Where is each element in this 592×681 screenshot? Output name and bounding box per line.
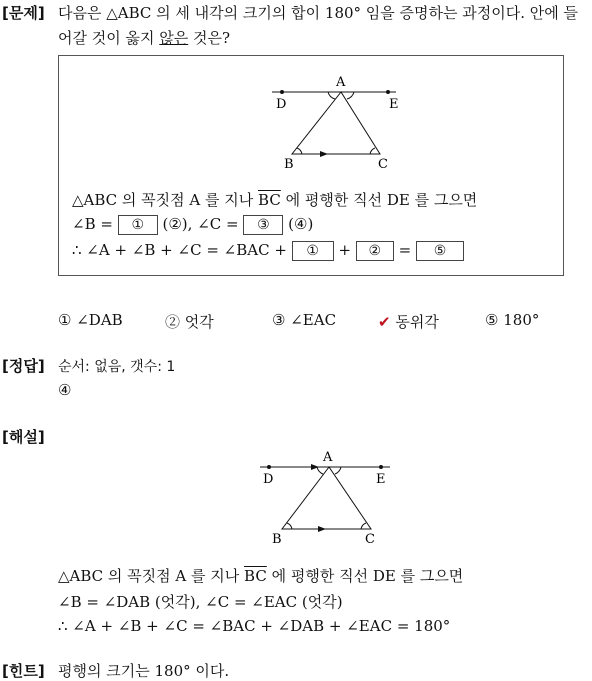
hint-tag: [힌트]	[2, 662, 45, 680]
label-c: C	[378, 157, 388, 172]
choice-3[interactable]	[272, 311, 336, 329]
problem-tag: [문제]	[2, 4, 45, 22]
proof-line3-eq: =	[398, 241, 412, 259]
label-e-solution: E	[376, 472, 386, 487]
choice-5-num: ⑤	[485, 311, 499, 329]
choice-4[interactable]	[378, 311, 439, 332]
label-d: D	[276, 97, 287, 112]
solution-line1-b: 에 평행한 직선 DE 를 그으면	[266, 567, 464, 585]
label-b: B	[284, 157, 294, 172]
blank-3: ③	[243, 215, 283, 235]
choice-1-num: ①	[58, 311, 72, 329]
proof-line2	[72, 215, 313, 235]
solution-line3: ∴ ∠A + ∠B + ∠C = ∠BAC + ∠DAB + ∠EAC = 180°	[58, 617, 451, 635]
label-d-solution: D	[263, 472, 274, 487]
solution-line1-a: △ABC 의 꼭짓점 A 를 지나	[58, 567, 245, 585]
choice-4-text: 동위각	[395, 313, 439, 331]
proof-line2-a: ∠B =	[72, 215, 113, 233]
proof-line1	[72, 189, 477, 210]
proof-line2-d: (④)	[288, 215, 314, 233]
blank-2: ②	[356, 241, 394, 261]
blank-1: ①	[118, 215, 158, 235]
label-a: A	[336, 75, 346, 90]
blank-5: ⑤	[416, 241, 464, 261]
label-a-solution: A	[323, 450, 333, 465]
solution-line1	[58, 565, 463, 586]
choice-5-text: 180°	[503, 311, 540, 329]
proof-line2-c: (②), ∠C =	[162, 215, 239, 233]
check-icon: ✔	[378, 313, 391, 331]
triangle-figure-solution	[255, 447, 405, 552]
point-d-solution	[267, 465, 271, 469]
problem-line2-pre: 어갈 것이 옳지	[58, 29, 160, 47]
problem-line2-post: 것은?	[188, 29, 231, 47]
blank-1-second: ①	[292, 241, 334, 261]
hint-text: 평행의 크기는 180° 이다.	[58, 662, 230, 680]
proof-line1-b: 에 평행한 직선 DE 를 그으면	[280, 191, 478, 209]
choice-3-num: ③	[272, 311, 286, 329]
label-c-solution: C	[365, 532, 375, 547]
triangle-figure-problem	[260, 70, 410, 175]
point-d	[280, 90, 284, 94]
problem-text-line1: 다음은 △ABC 의 세 내각의 크기의 합이 180° 임을 증명하는 과정이다. 안에 들	[58, 4, 579, 22]
choice-5[interactable]	[485, 311, 539, 329]
proof-line3	[72, 241, 464, 261]
problem-line2-underlined: 않은	[159, 29, 189, 47]
choice-1-text: ∠DAB	[76, 311, 123, 329]
choice-2-text: 엇각	[184, 313, 214, 331]
problem-text-line2	[58, 27, 230, 48]
proof-line3-a: ∴ ∠A + ∠B + ∠C = ∠BAC +	[72, 241, 287, 259]
answer-tag: [정답]	[2, 357, 45, 375]
point-e-solution	[379, 465, 383, 469]
label-b-solution: B	[272, 532, 282, 547]
solution-segment-bc: $\overline{BC}$	[244, 567, 267, 585]
segment-bc: $\overline{BC}$	[258, 191, 281, 209]
point-e	[386, 90, 390, 94]
answer-line2: ④	[58, 381, 72, 399]
choice-3-text: ∠EAC	[290, 311, 337, 329]
proof-line3-plus: +	[338, 241, 352, 259]
proof-line1-a: △ABC 의 꼭짓점 A 를 지나	[72, 191, 259, 209]
choice-1[interactable]	[58, 311, 123, 329]
solution-tag: [해설]	[2, 428, 45, 446]
answer-line1: 순서: 없음, 갯수: 1	[58, 359, 176, 375]
choice-2[interactable]	[165, 311, 214, 332]
choice-2-num: ②	[165, 313, 181, 331]
solution-line2: ∠B = ∠DAB (엇각), ∠C = ∠EAC (엇각)	[58, 593, 343, 611]
label-e: E	[389, 97, 399, 112]
